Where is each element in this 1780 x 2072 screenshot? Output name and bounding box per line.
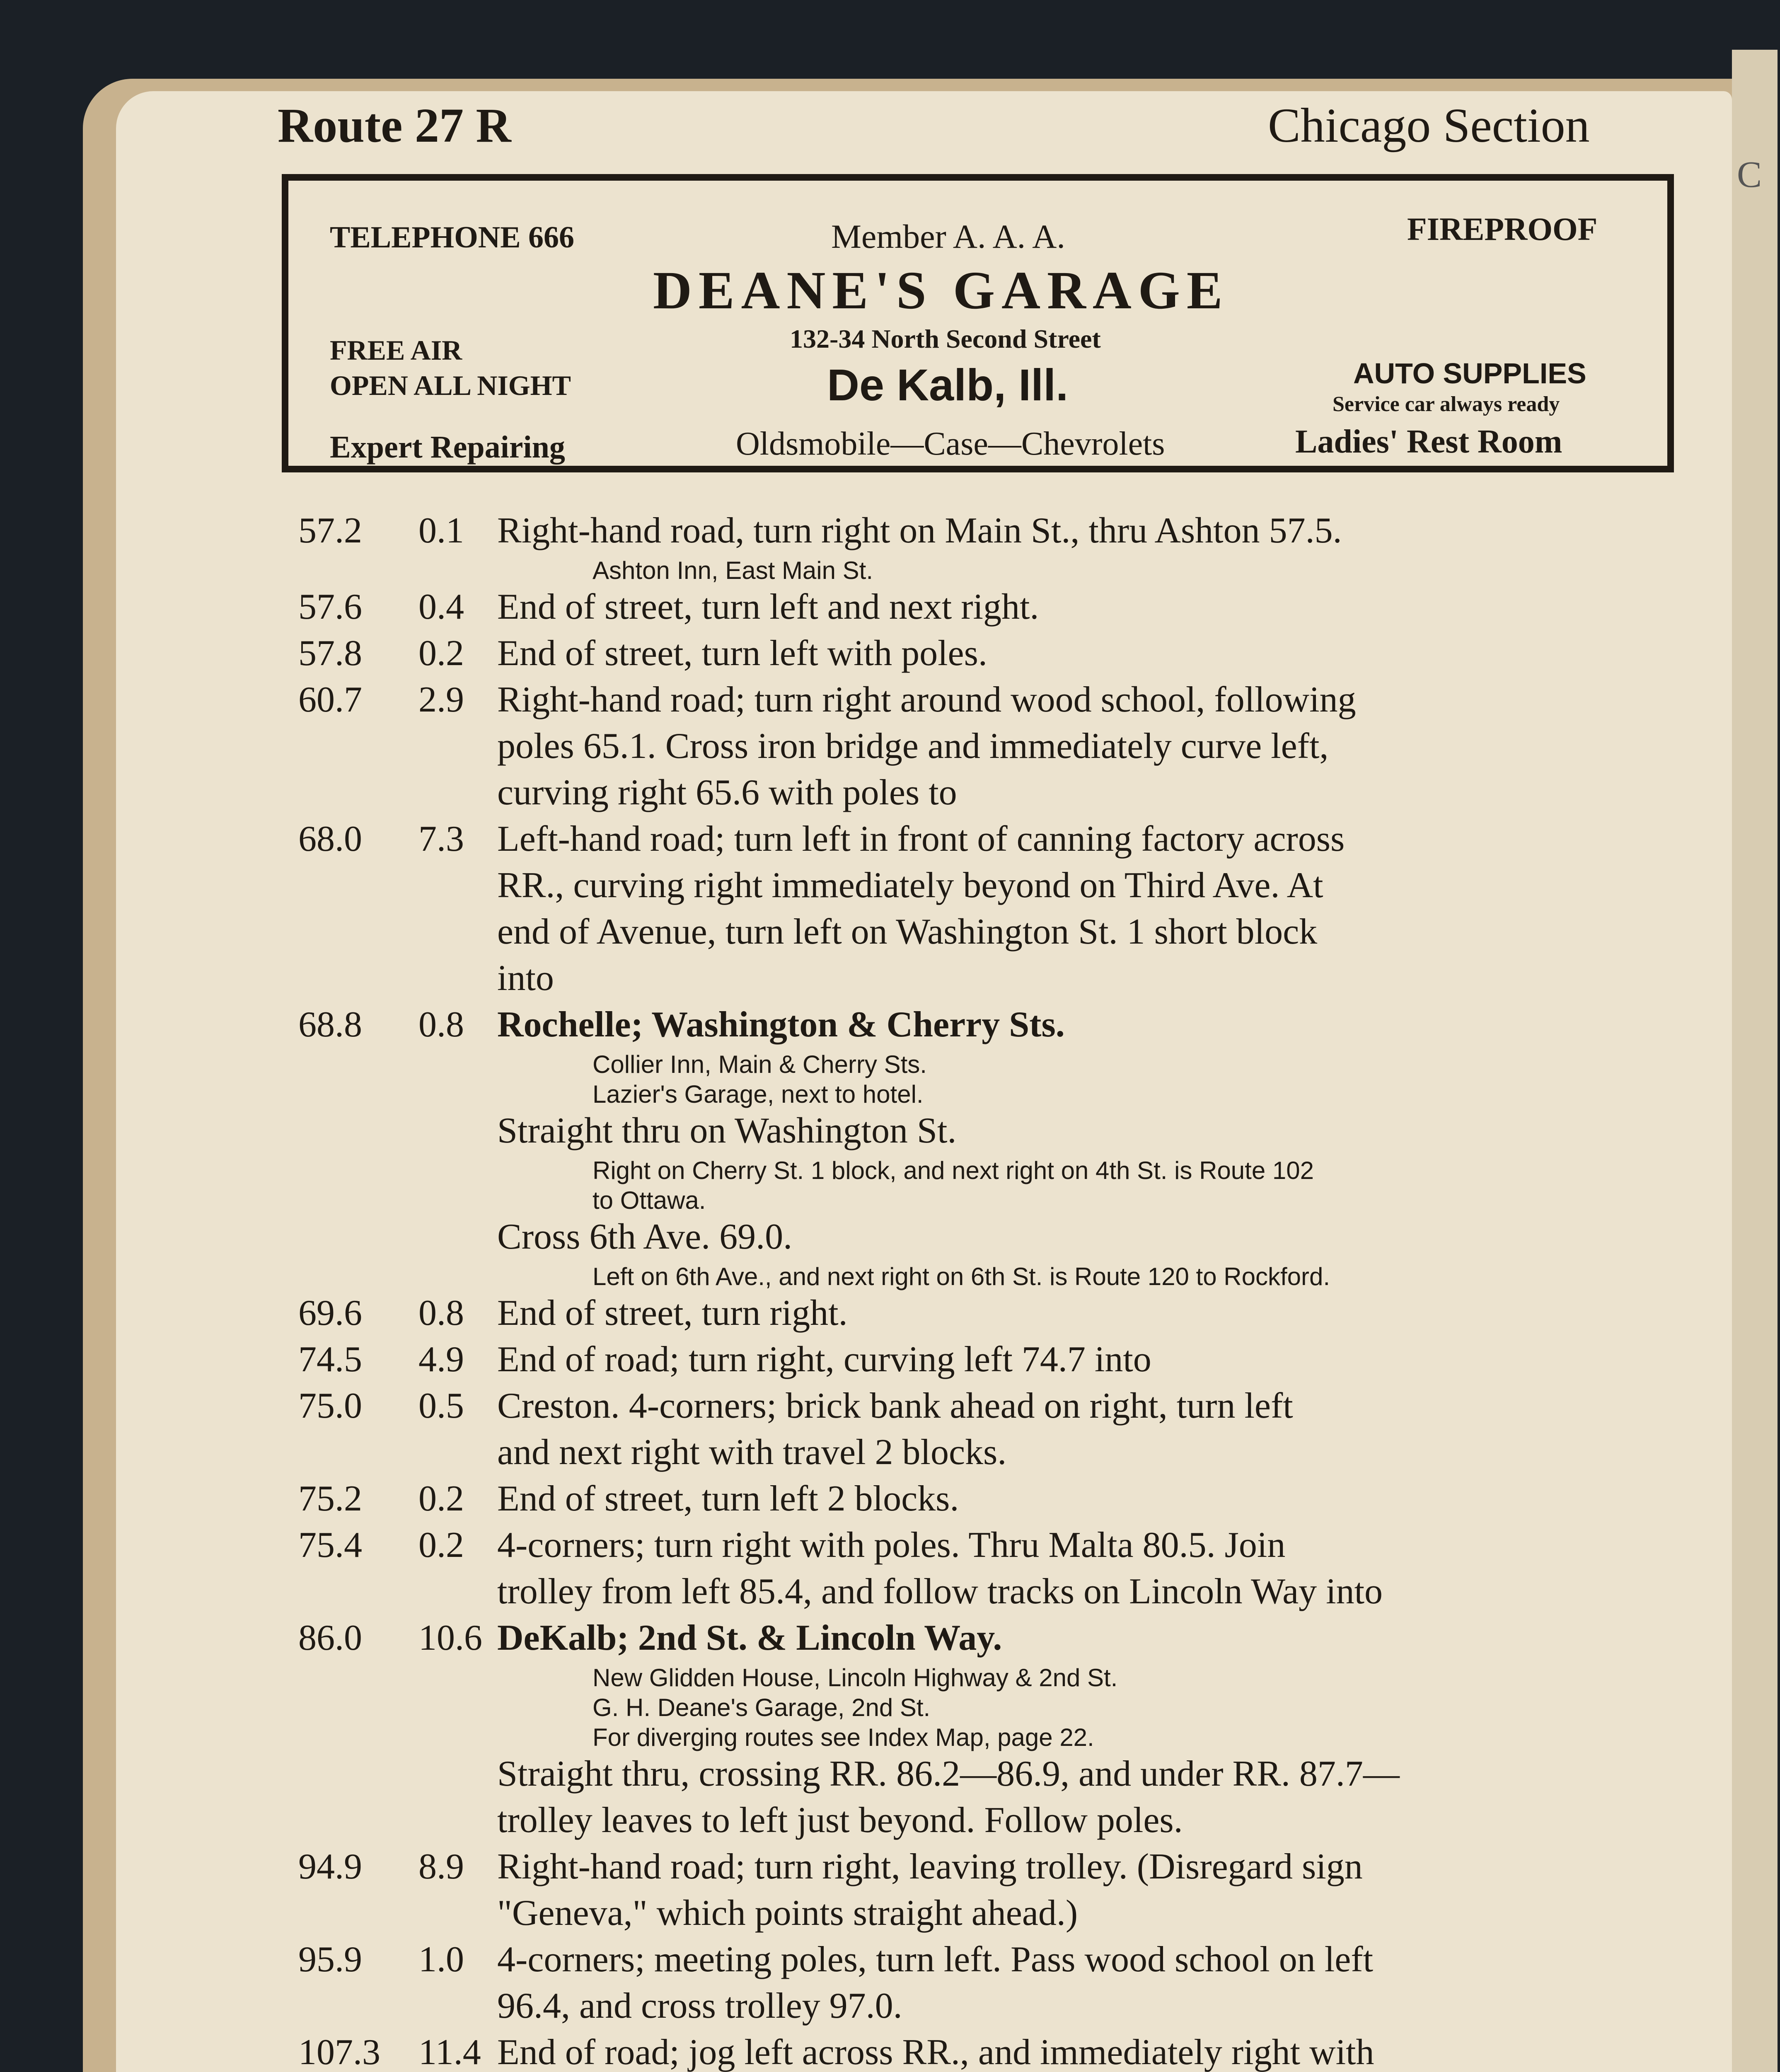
intermediate-mileage: 11.4 xyxy=(418,2032,481,2072)
ad-address: 132-34 North Second Street xyxy=(790,324,1101,353)
direction-line: 4-corners; meeting poles, turn left. Pass wood school on left xyxy=(497,1939,1374,1980)
direction-line: End of road; jog left across RR., and immediately right with xyxy=(497,2032,1374,2072)
direction-line: Right-hand road; turn right, leaving trolley. (Disregard sign xyxy=(497,1847,1363,1887)
direction-line: End of street, turn left and next right. xyxy=(497,587,1039,627)
intermediate-mileage: 4.9 xyxy=(418,1339,464,1380)
direction-line: 4-corners; turn right with poles. Thru Malta 80.5. Join xyxy=(497,1525,1286,1565)
total-mileage: 75.4 xyxy=(298,1525,362,1565)
note-text: to Ottawa. xyxy=(593,1186,706,1214)
direction-line: Cross 6th Ave. 69.0. xyxy=(497,1217,793,1257)
total-mileage: 95.9 xyxy=(298,1939,362,1980)
intermediate-mileage: 0.4 xyxy=(418,587,464,627)
total-mileage: 68.0 xyxy=(298,819,362,859)
direction-line: Right-hand road; turn right around wood school, following xyxy=(497,680,1356,720)
ad-telephone: TELEPHONE 666 xyxy=(330,220,575,254)
direction-line: Straight thru, crossing RR. 86.2—86.9, and under RR. 87.7— xyxy=(497,1754,1400,1794)
total-mileage: 57.8 xyxy=(298,633,362,673)
ad-service: Service car always ready xyxy=(1333,392,1560,416)
intermediate-mileage: 1.0 xyxy=(418,1939,464,1980)
direction-line: End of street, turn right. xyxy=(497,1293,848,1333)
direction-line: Right-hand road, turn right on Main St., thru Ashton 57.5. xyxy=(497,511,1342,551)
direction-line: DeKalb; 2nd St. & Lincoln Way. xyxy=(497,1618,1002,1658)
intermediate-mileage: 0.8 xyxy=(418,1293,464,1333)
total-mileage: 69.6 xyxy=(298,1293,362,1333)
direction-line: end of Avenue, turn left on Washington St. 1 short block xyxy=(497,912,1318,952)
direction-line: End of street, turn left with poles. xyxy=(497,633,987,673)
total-mileage: 107.3 xyxy=(298,2032,380,2072)
deanes-garage-ad xyxy=(282,174,1674,472)
total-mileage: 57.6 xyxy=(298,587,362,627)
ad-expert-repairing: Expert Repairing xyxy=(330,430,565,465)
total-mileage: 94.9 xyxy=(298,1847,362,1887)
direction-line: End of street, turn left 2 blocks. xyxy=(497,1479,959,1519)
intermediate-mileage: 0.1 xyxy=(418,511,464,551)
ad-fireproof: FIREPROOF xyxy=(1407,211,1598,247)
direction-line: trolley from left 85.4, and follow tracks on Lincoln Way into xyxy=(497,1571,1383,1612)
next-page-edge: C xyxy=(1732,50,1778,2072)
ad-free-air: FREE AIR xyxy=(330,334,462,366)
ad-member: Member A. A. A. xyxy=(831,218,1065,255)
intermediate-mileage: 0.2 xyxy=(418,1525,464,1565)
total-mileage: 68.8 xyxy=(298,1005,362,1045)
section-title: Chicago Section xyxy=(1268,98,1590,152)
ad-rest-room: Ladies' Rest Room xyxy=(1295,424,1562,460)
note-text: Ashton Inn, East Main St. xyxy=(593,557,873,584)
direction-line: Rochelle; Washington & Cherry Sts. xyxy=(497,1005,1065,1045)
note-text: Collier Inn, Main & Cherry Sts. xyxy=(593,1051,927,1078)
direction-line: Straight thru on Washington St. xyxy=(497,1111,957,1151)
direction-line: Creston. 4-corners; brick bank ahead on right, turn left xyxy=(497,1386,1293,1426)
direction-line: and next right with travel 2 blocks. xyxy=(497,1432,1007,1472)
intermediate-mileage: 0.8 xyxy=(418,1005,464,1045)
note-text: G. H. Deane's Garage, 2nd St. xyxy=(593,1694,931,1721)
ad-name: DEANE'S GARAGE xyxy=(653,261,1229,320)
intermediate-mileage: 8.9 xyxy=(418,1847,464,1887)
intermediate-mileage: 0.2 xyxy=(418,633,464,673)
intermediate-mileage: 0.5 xyxy=(418,1386,464,1426)
total-mileage: 60.7 xyxy=(298,680,362,720)
note-text: Left on 6th Ave., and next right on 6th St. is Route 120 to Rockford. xyxy=(593,1263,1330,1290)
direction-line: RR., curving right immediately beyond on Third Ave. At xyxy=(497,865,1323,905)
direction-line: curving right 65.6 with poles to xyxy=(497,772,957,813)
ad-city: De Kalb, Ill. xyxy=(827,360,1069,410)
route-title: Route 27 R xyxy=(278,98,511,152)
total-mileage: 74.5 xyxy=(298,1339,362,1380)
note-text: For diverging routes see Index Map, page 22. xyxy=(593,1723,1094,1751)
total-mileage: 57.2 xyxy=(298,511,362,551)
note-text: New Glidden House, Lincoln Highway & 2nd St. xyxy=(593,1664,1118,1692)
intermediate-mileage: 2.9 xyxy=(418,680,464,720)
direction-line: into xyxy=(497,958,554,998)
total-mileage: 86.0 xyxy=(298,1618,362,1658)
direction-line: trolley leaves to left just beyond. Follow poles. xyxy=(497,1800,1183,1840)
direction-line: poles 65.1. Cross iron bridge and immediately curve left, xyxy=(497,726,1329,766)
direction-line: Left-hand road; turn left in front of canning factory across xyxy=(497,819,1345,859)
note-text: Right on Cherry St. 1 block, and next right on 4th St. is Route 102 xyxy=(593,1157,1314,1184)
intermediate-mileage: 10.6 xyxy=(418,1618,482,1658)
direction-line: 96.4, and cross trolley 97.0. xyxy=(497,1986,902,2026)
ad-auto-supplies: AUTO SUPPLIES xyxy=(1353,357,1587,390)
note-text: Lazier's Garage, next to hotel. xyxy=(593,1080,924,1108)
intermediate-mileage: 7.3 xyxy=(418,819,464,859)
direction-line: End of road; turn right, curving left 74.7 into xyxy=(497,1339,1151,1380)
ad-brands: Oldsmobile—Case—Chevrolets xyxy=(736,426,1165,462)
total-mileage: 75.0 xyxy=(298,1386,362,1426)
total-mileage: 75.2 xyxy=(298,1479,362,1519)
ad-open-all-night: OPEN ALL NIGHT xyxy=(330,370,571,401)
direction-line: "Geneva," which points straight ahead.) xyxy=(497,1893,1078,1933)
intermediate-mileage: 0.2 xyxy=(418,1479,464,1519)
